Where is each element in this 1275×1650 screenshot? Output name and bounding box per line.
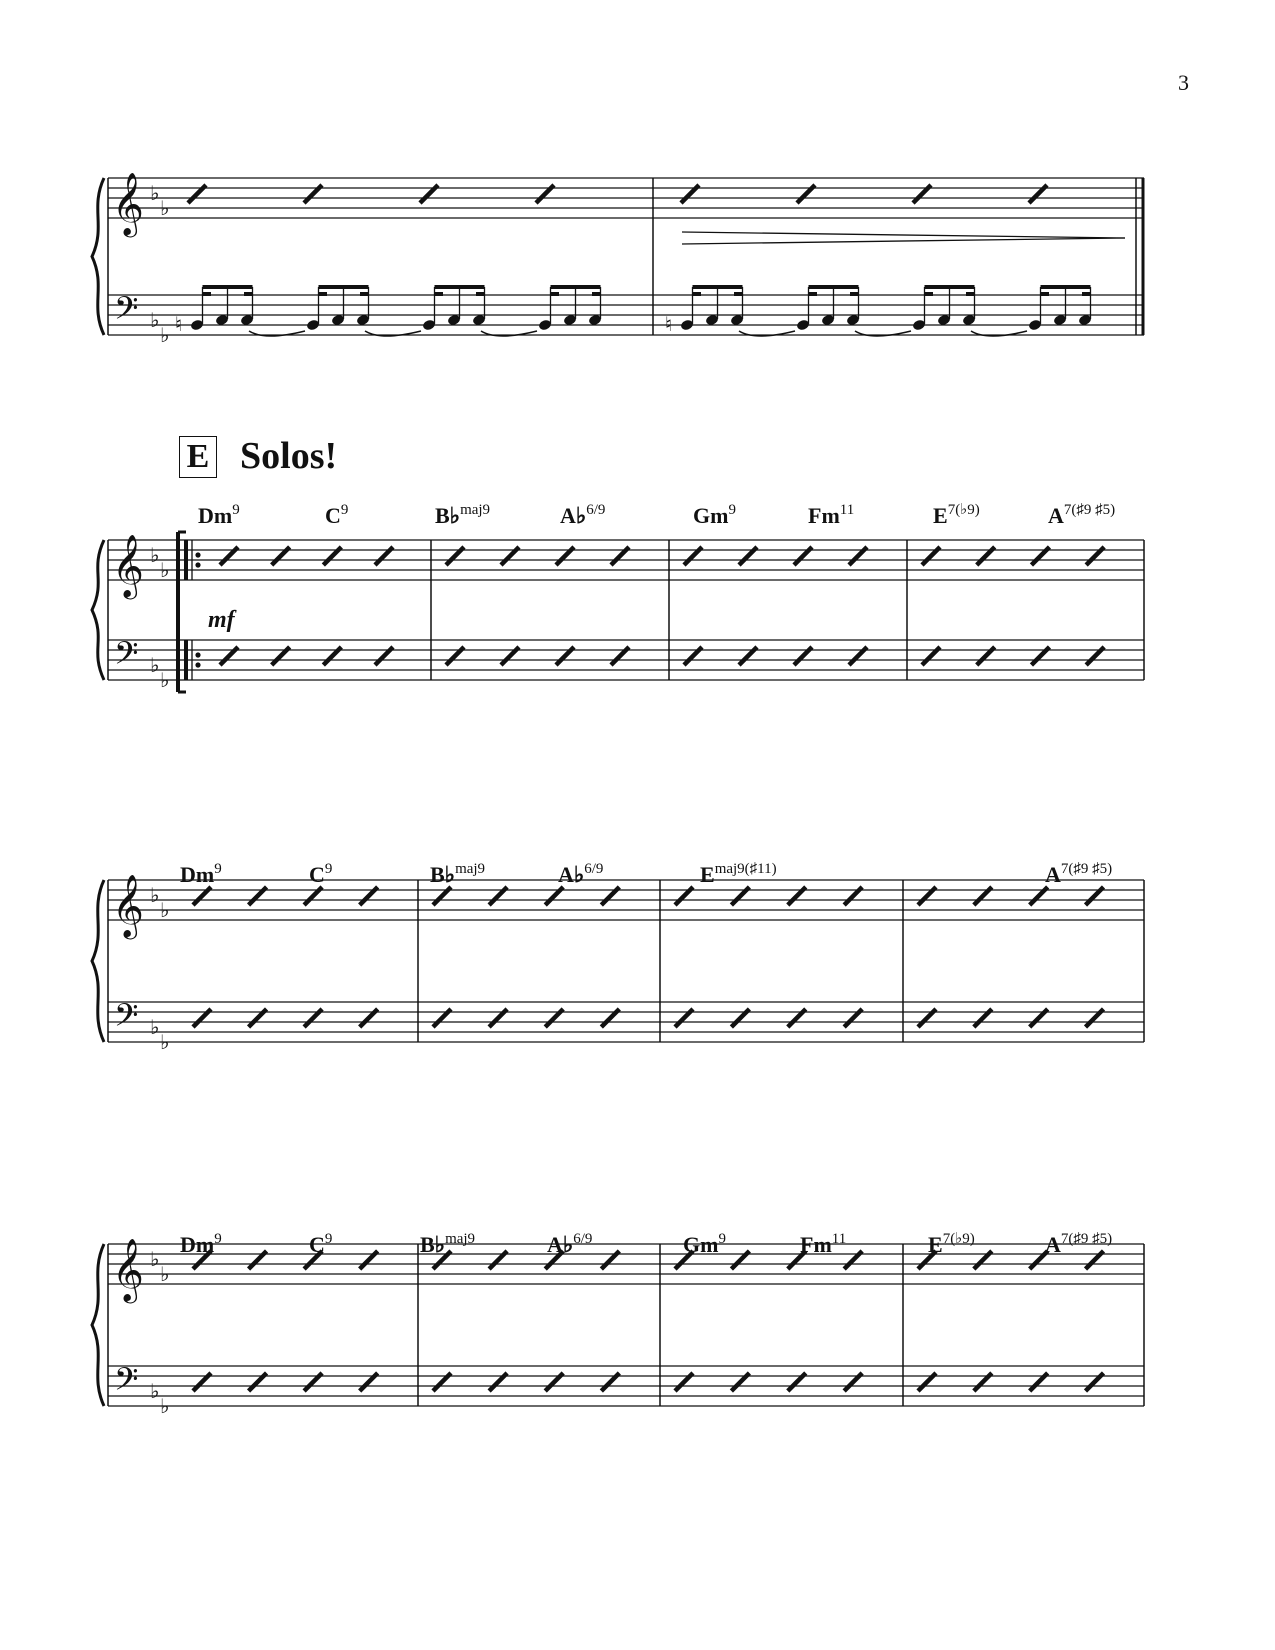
key-signature-flat: ♭ [150,1247,160,1271]
key-signature-flat: ♭ [150,1379,160,1403]
key-signature-flat: ♭ [160,898,170,922]
chord-symbol: A♭$^{6/9}$ [547,1231,593,1257]
chord-symbol: $A^{7(♯9 ♯5)}$ [1045,861,1113,887]
bass-clef-icon: 𝄢 [114,997,139,1041]
chord-symbol: Dm$^9$ [180,1231,222,1257]
chord-symbol: B♭$^{maj9}$ [430,861,486,887]
key-signature-flat: ♭ [150,181,160,205]
chord-symbol: A♭$^{6/9}$ [558,861,604,887]
chord-symbol: $C^9$ [309,1231,333,1257]
repeat-dot [195,562,200,567]
repeat-dot [195,652,200,657]
key-signature-flat: ♭ [150,1015,160,1039]
chord-symbol: Gm$^9$ [693,502,736,528]
chord-symbol: $E^{maj9(♯11)}$ [700,861,777,887]
key-signature-flat: ♭ [160,196,170,220]
key-signature-flat: ♭ [160,668,170,692]
natural-accidental: ♮ [665,312,673,336]
key-signature-flat: ♭ [150,308,160,332]
chord-symbol: B♭$^{maj9}$ [420,1231,476,1257]
bass-clef-icon: 𝄢 [114,1361,139,1405]
repeat-dot [195,662,200,667]
key-signature-flat: ♭ [160,323,170,347]
diminuendo-hairpin [682,238,1125,244]
system-brace [92,1244,104,1406]
section-title: Solos! [240,435,338,477]
chord-symbol: $A^{7(♯9 ♯5)}$ [1048,502,1116,528]
key-signature-flat: ♭ [160,558,170,582]
chord-symbol: Gm$^9$ [683,1231,726,1257]
chord-symbol: Dm$^9$ [180,861,222,887]
treble-clef-icon: 𝄞 [112,534,144,597]
chord-symbol: Fm$^{11}$ [808,502,855,528]
chord-symbol: Fm$^{11}$ [800,1231,847,1257]
system-brace [92,880,104,1042]
page-number: 3 [1178,70,1189,95]
key-signature-flat: ♭ [150,543,160,567]
rehearsal-mark: E [179,436,217,478]
chord-symbol: B♭$^{maj9}$ [435,502,491,528]
chord-symbol: $A^{7(♯9 ♯5)}$ [1045,1231,1113,1257]
chord-symbol: $E^{7(♭9)}$ [933,502,980,528]
bass-clef-icon: 𝄢 [114,635,139,679]
chord-symbol: A♭$^{6/9}$ [560,502,606,528]
chord-symbol: $E^{7(♭9)}$ [928,1231,975,1257]
system-brace [92,540,104,680]
system-brace [92,178,104,335]
chord-symbol: $C^9$ [325,502,349,528]
key-signature-flat: ♭ [160,1030,170,1054]
natural-accidental: ♮ [175,312,183,336]
bass-clef-icon: 𝄢 [114,290,139,334]
key-signature-flat: ♭ [150,883,160,907]
chord-symbol: $C^9$ [309,861,333,887]
key-signature-flat: ♭ [160,1394,170,1418]
repeat-dot [195,552,200,557]
treble-clef-icon: 𝄞 [112,874,144,937]
key-signature-flat: ♭ [160,1262,170,1286]
key-signature-flat: ♭ [150,653,160,677]
dynamic-marking: mf [208,607,235,633]
treble-clef-icon: 𝄞 [112,1238,144,1301]
diminuendo-hairpin [682,232,1125,238]
treble-clef-icon: 𝄞 [112,172,144,235]
chord-symbol: Dm$^9$ [198,502,240,528]
